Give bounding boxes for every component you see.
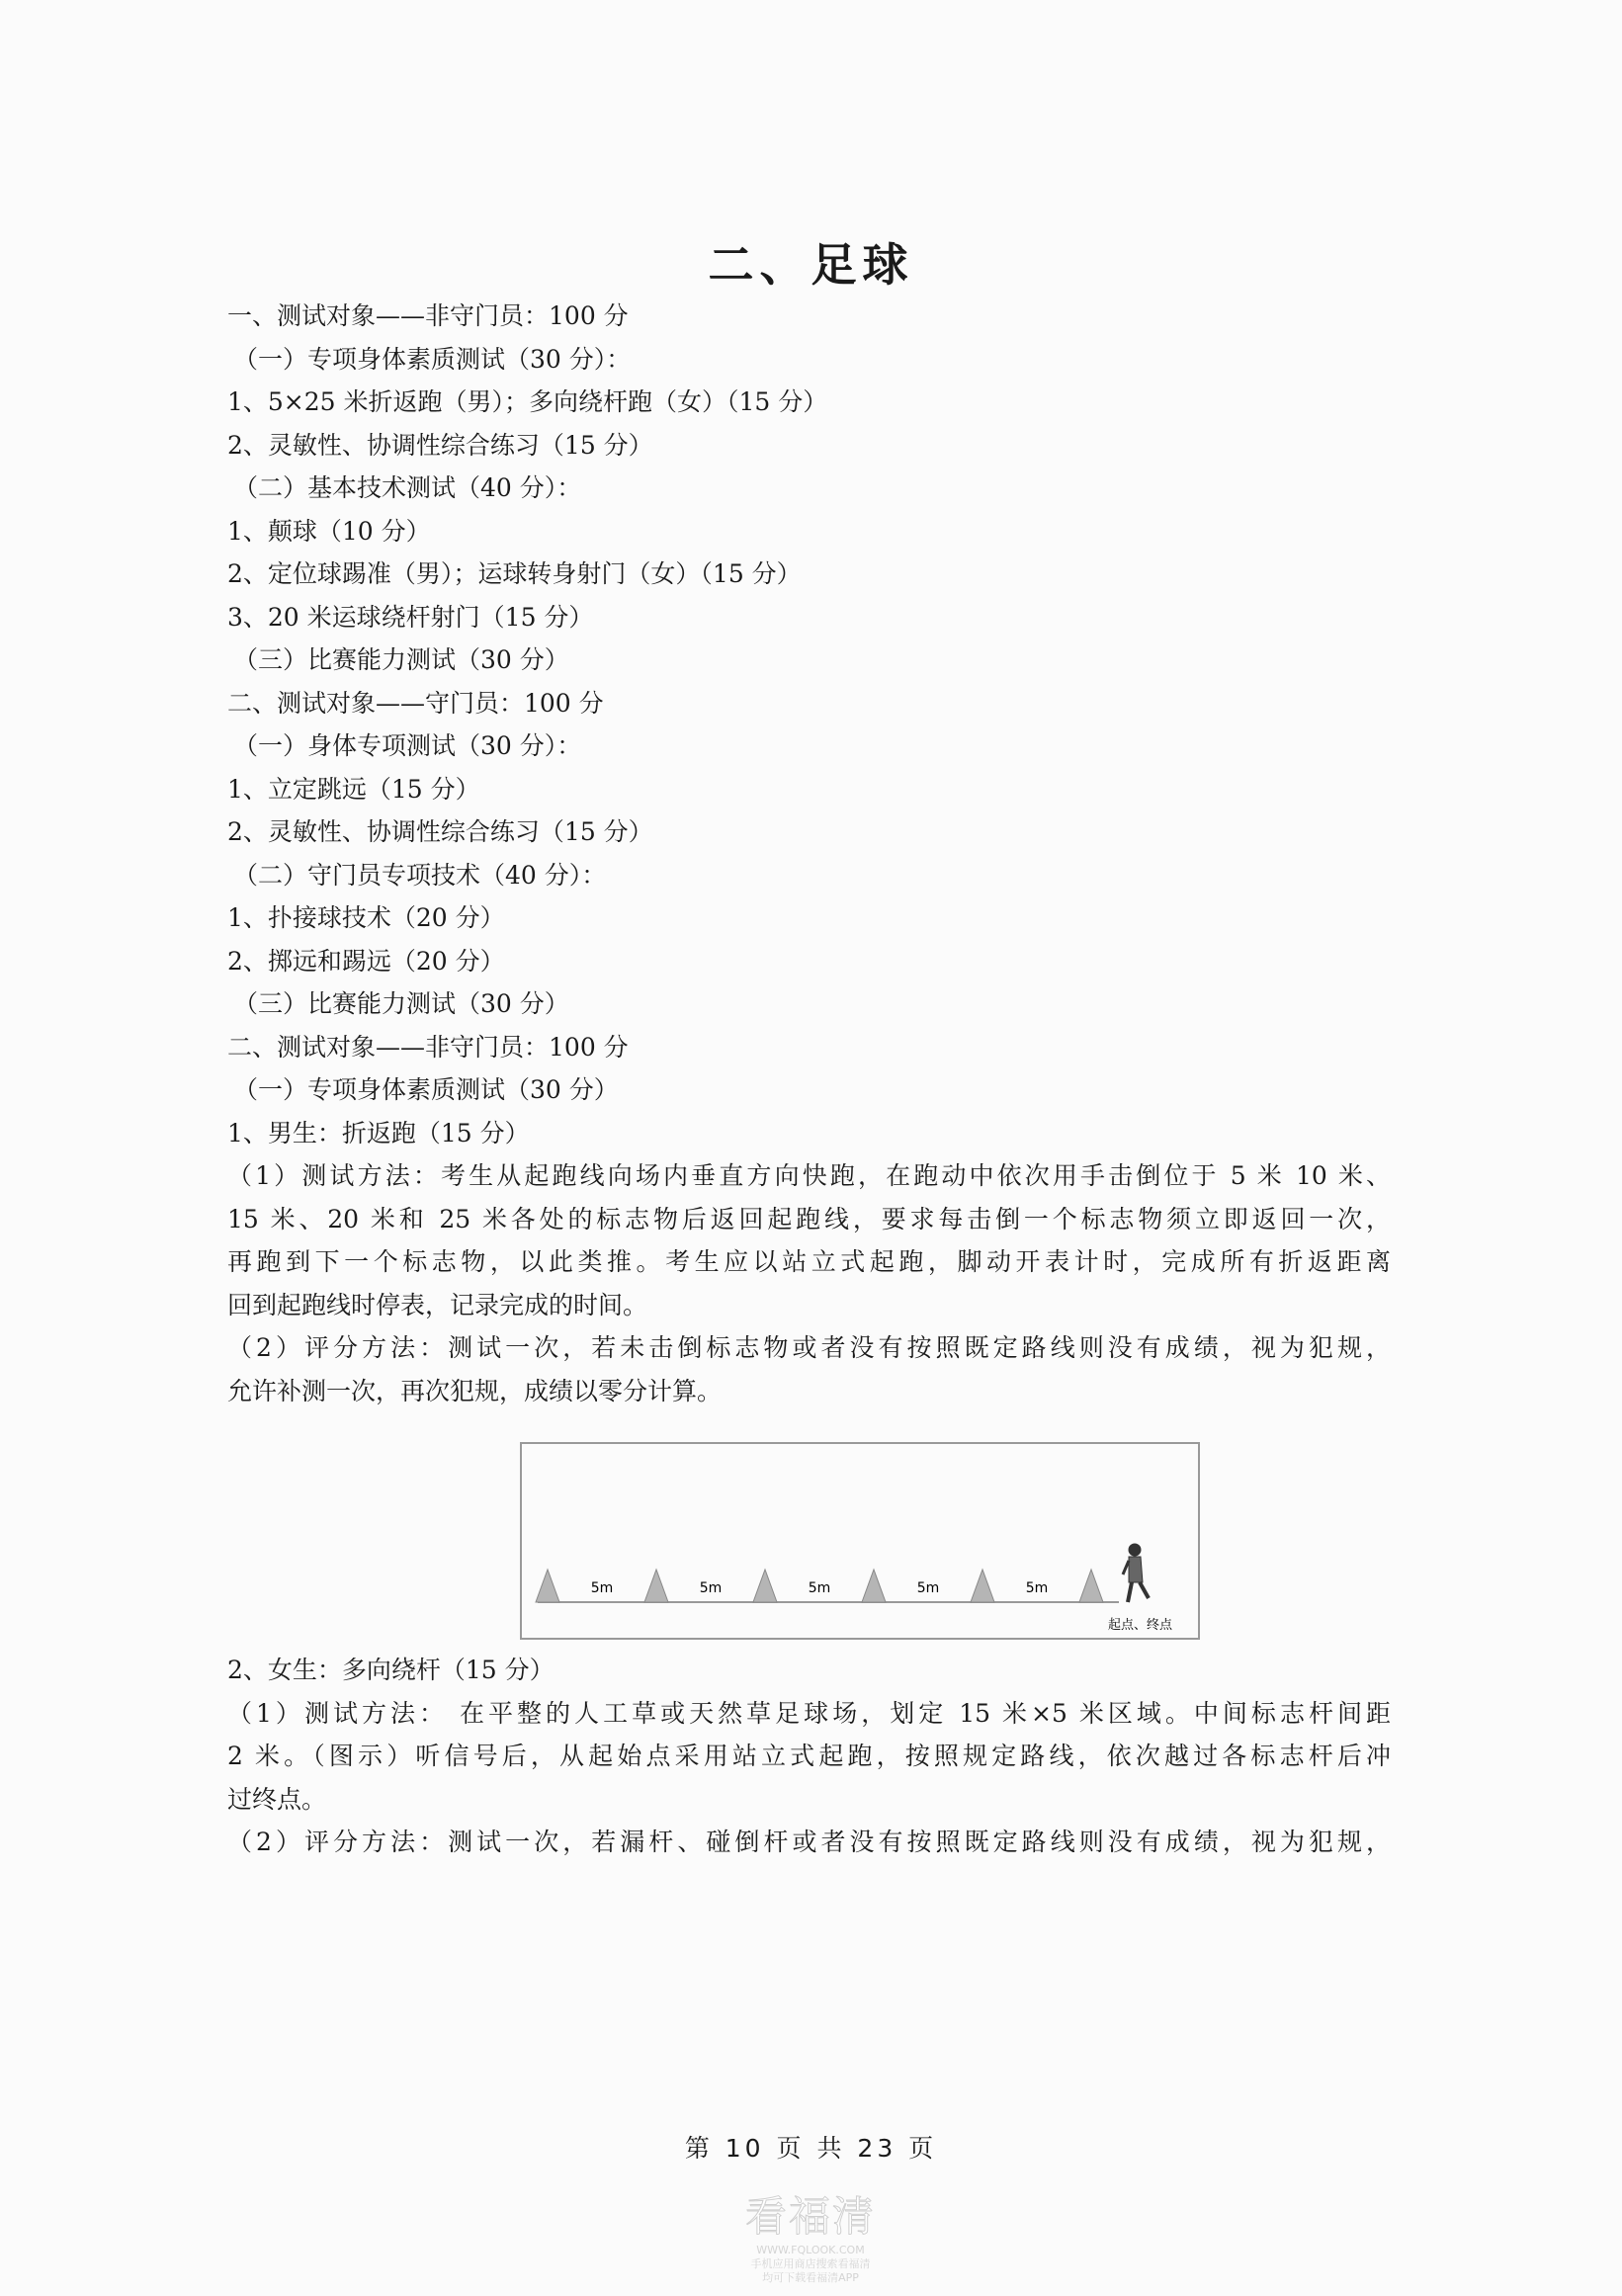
paragraph-line: 回到起跑线时停表，记录完成的时间。 <box>227 1290 648 1319</box>
section-heading: 二、测试对象——非守门员：100 分 <box>227 1032 629 1062</box>
shuttle-run-diagram <box>520 1442 1200 1640</box>
section-heading: 一、测试对象——非守门员：100 分 <box>227 301 629 330</box>
list-item: 1、5×25 米折返跑（男）；多向绕杆跑（女）（15 分） <box>227 387 828 416</box>
paragraph-line: 15 米、20 米和 25 米各处的标志物后返回起跑线，要求每击倒一个标志物须立即返回一次， <box>227 1204 1391 1233</box>
distance-label: 5m <box>1025 1580 1049 1596</box>
list-item: 3、20 米运球绕杆射门（15 分） <box>227 602 594 632</box>
girls-section <box>227 1649 1391 1864</box>
distance-label: 5m <box>699 1580 723 1596</box>
paragraph-line: （1）测试方法：考生从起跑线向场内垂直方向快跑，在跑动中依次用手击倒位于 5 米 10 米、 <box>227 1161 1391 1190</box>
paragraph-line: （2）评分方法：测试一次，若未击倒标志物或者没有按照既定路线则没有成绩，视为犯规， <box>227 1333 1391 1362</box>
cone-icon <box>971 1570 994 1602</box>
paragraph-line: 过终点。 <box>227 1784 327 1814</box>
watermark <box>731 2184 890 2285</box>
list-item: 2、掷远和踢远（20 分） <box>227 946 505 976</box>
paragraph-line: 允许补测一次，再次犯规，成绩以零分计算。 <box>227 1376 723 1405</box>
distance-label: 5m <box>590 1580 614 1596</box>
subsection-heading: （一）专项身体素质测试（30 分）： <box>233 344 632 374</box>
watermark-url: WWW.FQLOOK.COM <box>756 2244 865 2256</box>
distance-label: 5m <box>916 1580 940 1596</box>
list-item: 2、定位球踢准（男）；运球转身射门（女）（15 分） <box>227 559 802 588</box>
paragraph-line: （2）评分方法：测试一次，若漏杆、碰倒杆或者没有按照既定路线则没有成绩，视为犯规， <box>227 1828 1391 1856</box>
paragraph-line: （1）测试方法： 在平整的人工草或天然草足球场，划定 15 米×5 米区域。中间标志杆间距 <box>227 1698 1391 1728</box>
list-item: 1、立定跳远（15 分） <box>227 774 480 804</box>
paragraph-line: 2 米。（图示）听信号后，从起始点采用站立式起跑，按照规定路线，依次越过各标志杆后冲 <box>227 1742 1391 1770</box>
list-item: 2、女生：多向绕杆（15 分） <box>227 1656 555 1684</box>
list-item: 1、男生：折返跑（15 分） <box>227 1118 530 1148</box>
cone-icon <box>753 1570 777 1602</box>
list-item: 1、颠球（10 分） <box>227 516 431 546</box>
start-end-label: 起点、终点 <box>1107 1618 1172 1633</box>
subsection-heading: （一）专项身体素质测试（30 分） <box>233 1075 619 1104</box>
page-number: 第 10 页 共 23 页 <box>684 2134 938 2163</box>
watermark-line: 手机应用商店搜索看福清 <box>750 2257 871 2270</box>
list-item: 1、扑接球技术（20 分） <box>227 903 505 932</box>
subsection-heading: （二）基本技术测试（40 分）： <box>233 473 582 502</box>
document-body <box>227 295 1391 1412</box>
watermark-brand: 看福清 <box>744 2192 876 2241</box>
subsection-heading: （一）身体专项测试（30 分）： <box>233 731 582 760</box>
subsection-heading: （三）比赛能力测试（30 分） <box>233 645 569 674</box>
page-title: 二、足球 <box>708 238 914 292</box>
list-item: 2、灵敏性、协调性综合练习（15 分） <box>227 817 653 846</box>
cone-icon <box>862 1570 886 1602</box>
cone-icon <box>644 1570 668 1602</box>
list-item: 2、灵敏性、协调性综合练习（15 分） <box>227 430 653 460</box>
section-heading: 二、测试对象——守门员：100 分 <box>227 688 604 718</box>
watermark-line: 均可下载看福清APP <box>762 2271 859 2284</box>
subsection-heading: （三）比赛能力测试（30 分） <box>233 989 569 1018</box>
paragraph-line: 再跑到下一个标志物，以此类推。考生应以站立式起跑，脚动开表计时，完成所有折返距离 <box>227 1247 1391 1276</box>
subsection-heading: （二）守门员专项技术（40 分）： <box>233 860 607 890</box>
runner-icon <box>1123 1544 1149 1602</box>
distance-label: 5m <box>808 1580 831 1596</box>
cone-icon <box>536 1570 559 1602</box>
cone-icon <box>1079 1570 1103 1602</box>
